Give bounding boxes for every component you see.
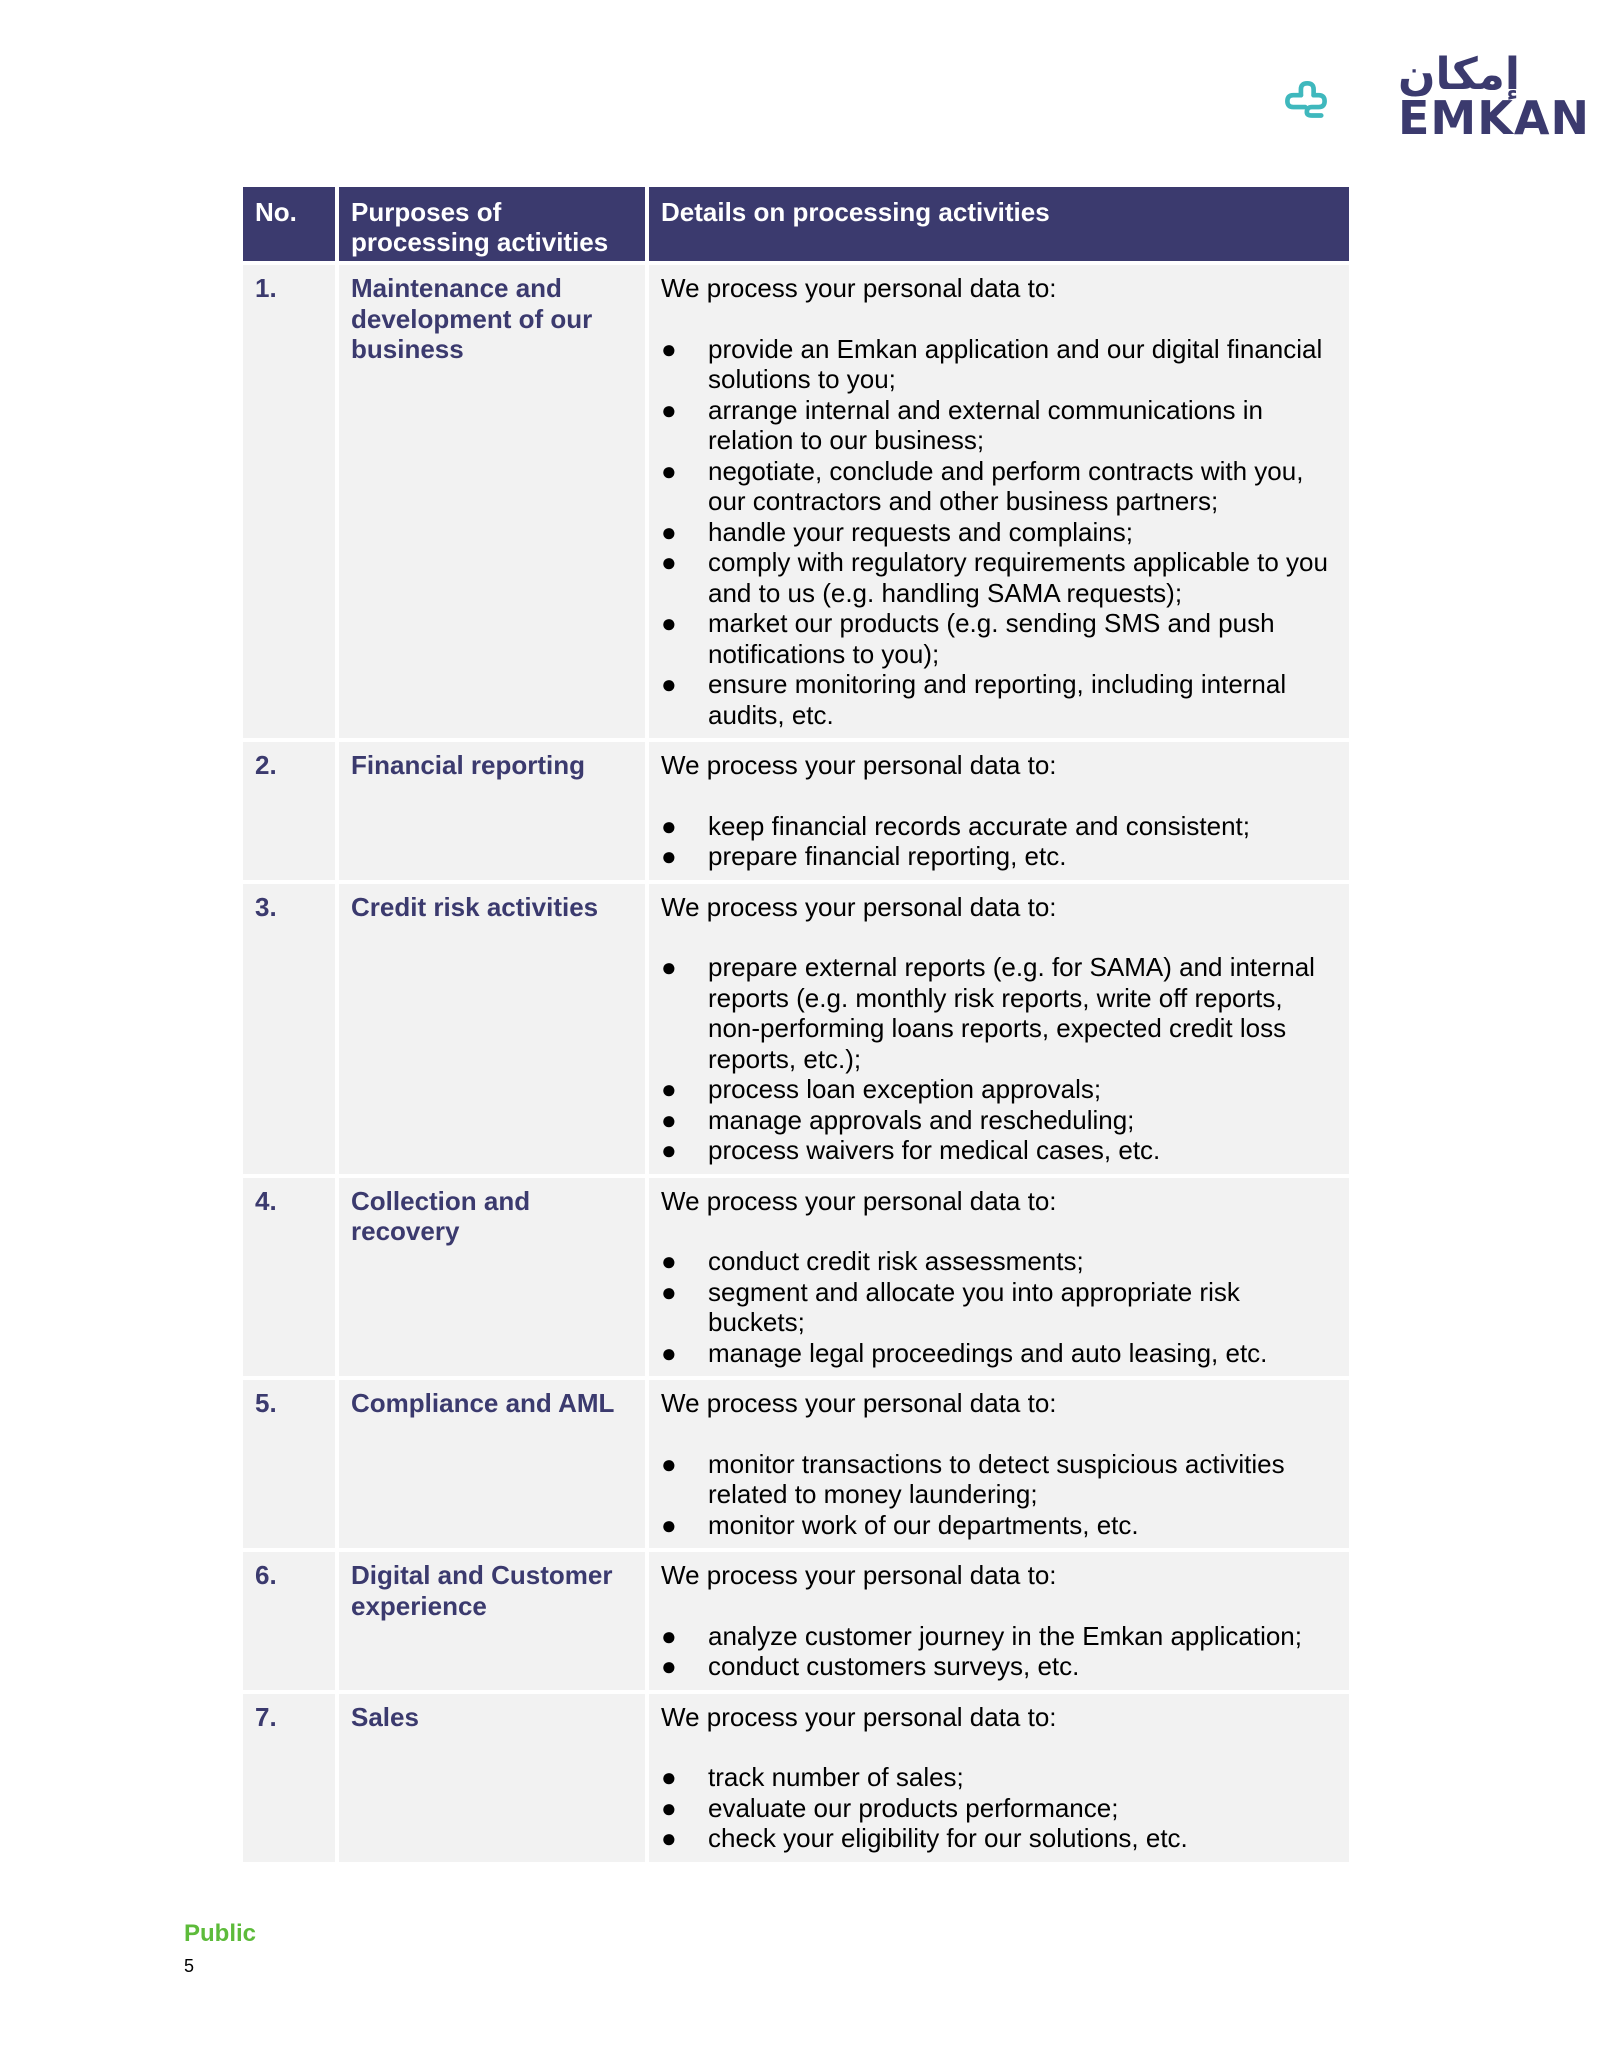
list-item-text: handle your requests and complains; bbox=[708, 516, 1133, 547]
list-item-text: conduct credit risk assessments; bbox=[708, 1246, 1084, 1276]
list-item bbox=[661, 1762, 1337, 1793]
bullet-icon: ● bbox=[661, 1509, 677, 1540]
details-intro: We process your personal data to: bbox=[661, 1185, 1057, 1216]
table-body bbox=[243, 265, 1349, 1862]
list-item bbox=[661, 952, 1337, 1074]
list-item-text: monitor work of our departments, etc. bbox=[708, 1509, 1139, 1540]
list-item bbox=[661, 395, 1337, 456]
row-purpose: Credit risk activities bbox=[339, 884, 645, 1174]
processing-activities-table bbox=[239, 183, 1353, 1866]
table-row bbox=[243, 265, 1349, 738]
bullet-icon: ● bbox=[661, 547, 677, 577]
bullet-icon: ● bbox=[661, 1135, 677, 1165]
list-item-text: analyze customer journey in the Emkan application; bbox=[708, 1620, 1302, 1651]
bullet-icon: ● bbox=[661, 1792, 677, 1823]
row-purpose: Maintenance and development of our business bbox=[339, 265, 645, 738]
logo-latin-text: EMKAN bbox=[1398, 91, 1590, 145]
list-item bbox=[661, 608, 1337, 669]
list-item bbox=[661, 517, 1337, 548]
bullet-icon: ● bbox=[661, 333, 677, 364]
row-number: 6. bbox=[243, 1552, 335, 1690]
bullet-icon: ● bbox=[661, 1448, 677, 1479]
list-item bbox=[661, 1105, 1337, 1136]
bullet-icon: ● bbox=[661, 952, 677, 982]
bullet-icon: ● bbox=[661, 1276, 677, 1307]
row-details bbox=[649, 1552, 1349, 1690]
list-item-text: evaluate our products performance; bbox=[708, 1792, 1119, 1823]
list-item bbox=[661, 1338, 1337, 1369]
table-row bbox=[243, 1694, 1349, 1862]
table-row bbox=[243, 884, 1349, 1174]
list-item bbox=[661, 456, 1337, 517]
list-item-text: negotiate, conclude and perform contracts with you, our contractors and other business partners; bbox=[708, 455, 1304, 516]
details-list bbox=[661, 952, 1337, 1166]
list-item-text: segment and allocate you into appropriate risk buckets; bbox=[708, 1276, 1240, 1337]
details-intro: We process your personal data to: bbox=[661, 891, 1057, 922]
list-item bbox=[661, 1074, 1337, 1105]
list-item bbox=[661, 1621, 1337, 1652]
header-purpose: Purposes of processing activities bbox=[339, 187, 645, 261]
bullet-icon: ● bbox=[661, 516, 677, 547]
details-intro: We process your personal data to: bbox=[661, 1388, 1057, 1418]
table-row bbox=[243, 1380, 1349, 1548]
bullet-icon: ● bbox=[661, 841, 677, 871]
list-item bbox=[661, 1651, 1337, 1682]
list-item bbox=[661, 1510, 1337, 1541]
row-purpose: Digital and Customer experience bbox=[339, 1552, 645, 1690]
list-item-text: prepare external reports (e.g. for SAMA) and internal reports (e.g. monthly risk reports, write off reports, non-performing loans reports, expected credit loss reports, etc.); bbox=[708, 952, 1315, 1074]
list-item bbox=[661, 1135, 1337, 1166]
row-details bbox=[649, 1178, 1349, 1377]
list-item bbox=[661, 811, 1337, 842]
list-item bbox=[661, 1277, 1337, 1338]
bullet-icon: ● bbox=[661, 1246, 677, 1276]
bullet-icon: ● bbox=[661, 669, 677, 699]
page-number: 5 bbox=[184, 1956, 195, 1976]
details-list bbox=[661, 811, 1337, 872]
details-list bbox=[661, 1449, 1337, 1541]
bullet-icon: ● bbox=[661, 455, 677, 486]
bullet-icon: ● bbox=[661, 1074, 677, 1104]
details-intro: We process your personal data to: bbox=[661, 1701, 1057, 1732]
list-item-text: market our products (e.g. sending SMS and push notifications to you); bbox=[708, 608, 1275, 669]
list-item-text: arrange internal and external communications in relation to our business; bbox=[708, 394, 1263, 455]
list-item bbox=[661, 1793, 1337, 1824]
bullet-icon: ● bbox=[661, 810, 677, 841]
row-purpose: Financial reporting bbox=[339, 742, 645, 880]
row-details bbox=[649, 884, 1349, 1174]
bullet-icon: ● bbox=[661, 1823, 677, 1853]
list-item-text: check your eligibility for our solutions, etc. bbox=[708, 1823, 1188, 1853]
row-purpose: Compliance and AML bbox=[339, 1380, 645, 1548]
row-purpose: Collection and recovery bbox=[339, 1178, 645, 1377]
details-list bbox=[661, 1246, 1337, 1368]
list-item bbox=[661, 669, 1337, 730]
list-item bbox=[661, 547, 1337, 608]
details-list bbox=[661, 1621, 1337, 1682]
list-item bbox=[661, 1246, 1337, 1277]
list-item bbox=[661, 841, 1337, 872]
row-number: 4. bbox=[243, 1178, 335, 1377]
bullet-icon: ● bbox=[661, 608, 677, 638]
bullet-icon: ● bbox=[661, 394, 677, 425]
classification-label: Public bbox=[184, 1920, 257, 1947]
details-intro: We process your personal data to: bbox=[661, 273, 1057, 303]
header-details: Details on processing activities bbox=[649, 187, 1349, 261]
list-item-text: manage legal proceedings and auto leasing, etc. bbox=[708, 1337, 1268, 1368]
row-purpose: Sales bbox=[339, 1694, 645, 1862]
details-intro: We process your personal data to: bbox=[661, 1560, 1057, 1590]
list-item-text: manage approvals and rescheduling; bbox=[708, 1104, 1135, 1135]
table-row bbox=[243, 1178, 1349, 1377]
details-list bbox=[661, 334, 1337, 731]
row-number: 1. bbox=[243, 265, 335, 738]
logo-arabic-text: إمكان bbox=[1398, 49, 1520, 100]
row-number: 3. bbox=[243, 884, 335, 1174]
list-item-text: prepare financial reporting, etc. bbox=[708, 841, 1067, 871]
bullet-icon: ● bbox=[661, 1337, 677, 1368]
header-no: No. bbox=[243, 187, 335, 261]
bullet-icon: ● bbox=[661, 1651, 677, 1681]
list-item-text: monitor transactions to detect suspicious activities related to money laundering; bbox=[708, 1448, 1285, 1509]
bullet-icon: ● bbox=[661, 1620, 677, 1651]
list-item-text: comply with regulatory requirements applicable to you and to us (e.g. handling SAMA requests); bbox=[708, 547, 1328, 608]
details-list bbox=[661, 1762, 1337, 1854]
list-item-text: process loan exception approvals; bbox=[708, 1074, 1102, 1104]
row-number: 7. bbox=[243, 1694, 335, 1862]
list-item-text: track number of sales; bbox=[708, 1762, 964, 1792]
row-number: 5. bbox=[243, 1380, 335, 1548]
list-item-text: process waivers for medical cases, etc. bbox=[708, 1135, 1161, 1165]
row-number: 2. bbox=[243, 742, 335, 880]
list-item bbox=[661, 1449, 1337, 1510]
details-intro: We process your personal data to: bbox=[661, 750, 1057, 780]
list-item-text: conduct customers surveys, etc. bbox=[708, 1651, 1080, 1681]
row-details bbox=[649, 1380, 1349, 1548]
row-details bbox=[649, 1694, 1349, 1862]
list-item-text: keep financial records accurate and consistent; bbox=[708, 810, 1250, 841]
list-item-text: provide an Emkan application and our digital financial solutions to you; bbox=[708, 333, 1323, 394]
table-row bbox=[243, 742, 1349, 880]
table-row bbox=[243, 1552, 1349, 1690]
list-item bbox=[661, 334, 1337, 395]
list-item bbox=[661, 1823, 1337, 1854]
row-details bbox=[649, 265, 1349, 738]
bullet-icon: ● bbox=[661, 1762, 677, 1792]
bullet-icon: ● bbox=[661, 1104, 677, 1135]
row-details bbox=[649, 742, 1349, 880]
table-header-row bbox=[243, 187, 1349, 261]
list-item-text: ensure monitoring and reporting, including internal audits, etc. bbox=[708, 669, 1287, 730]
emkan-logo-icon bbox=[1284, 54, 1394, 144]
